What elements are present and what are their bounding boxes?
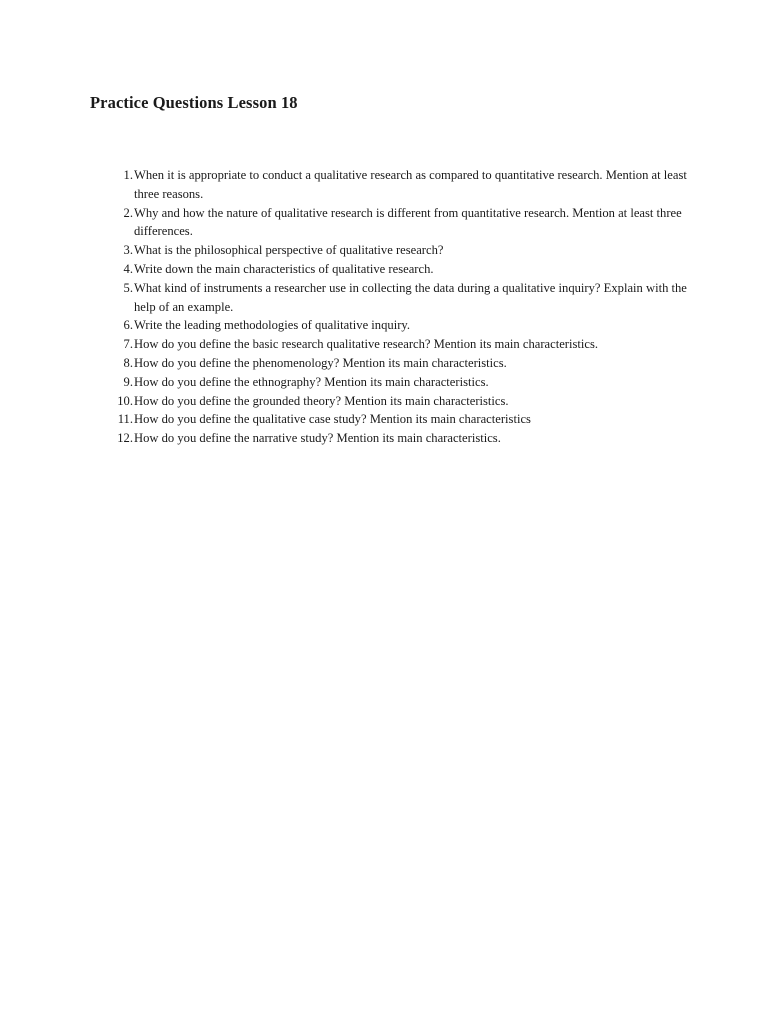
list-item — [90, 335, 690, 354]
question-number: 7. — [123, 337, 133, 352]
question-number: 6. — [123, 318, 133, 333]
question-number: 4. — [123, 261, 133, 276]
question-number: 11. — [117, 412, 133, 427]
question-text: How do you define the ethnography? Mention its main characteristics. — [134, 374, 489, 389]
question-text: How do you define the phenomenology? Mention its main characteristics. — [134, 355, 507, 370]
question-text: Write the leading methodologies of qualitative inquiry. — [134, 318, 411, 333]
list-item — [90, 260, 690, 279]
question-number: 10. — [117, 393, 133, 408]
question-text: Why and how the nature of qualitative research is different from quantitative research. Mention at least three differences. — [134, 205, 682, 239]
question-text: How do you define the grounded theory? Mention its main characteristics. — [134, 393, 509, 408]
list-item — [90, 316, 690, 335]
question-text: How do you define the qualitative case study? Mention its main characteristics — [134, 412, 531, 427]
list-item — [90, 279, 690, 317]
question-text: What is the philosophical perspective of qualitative research? — [134, 243, 444, 258]
list-item — [90, 392, 690, 411]
question-number: 3. — [123, 243, 133, 258]
page-title: Practice Questions Lesson 18 — [90, 93, 298, 112]
list-item — [90, 241, 690, 260]
question-number: 8. — [123, 355, 133, 370]
list-item — [90, 429, 690, 448]
question-number: 5. — [123, 280, 133, 295]
list-item — [90, 354, 690, 373]
question-text: When it is appropriate to conduct a qualitative research as compared to quantitative research. Mention at least three reasons. — [134, 168, 687, 201]
question-text: Write down the main characteristics of qualitative research. — [134, 261, 434, 276]
question-number: 2. — [123, 205, 133, 220]
question-number: 9. — [123, 374, 133, 389]
question-number: 12. — [117, 431, 133, 446]
list-item — [90, 204, 690, 242]
question-text: What kind of instruments a researcher use in collecting the data during a qualitative inquiry? Explain with the help of an example. — [134, 280, 687, 314]
question-list — [90, 166, 690, 448]
list-item — [90, 373, 690, 392]
list-item — [90, 410, 690, 429]
list-item — [90, 166, 690, 204]
question-number: 1. — [123, 168, 133, 182]
question-text: How do you define the narrative study? Mention its main characteristics. — [134, 431, 501, 446]
question-text: How do you define the basic research qualitative research? Mention its main characteristics. — [134, 337, 599, 352]
